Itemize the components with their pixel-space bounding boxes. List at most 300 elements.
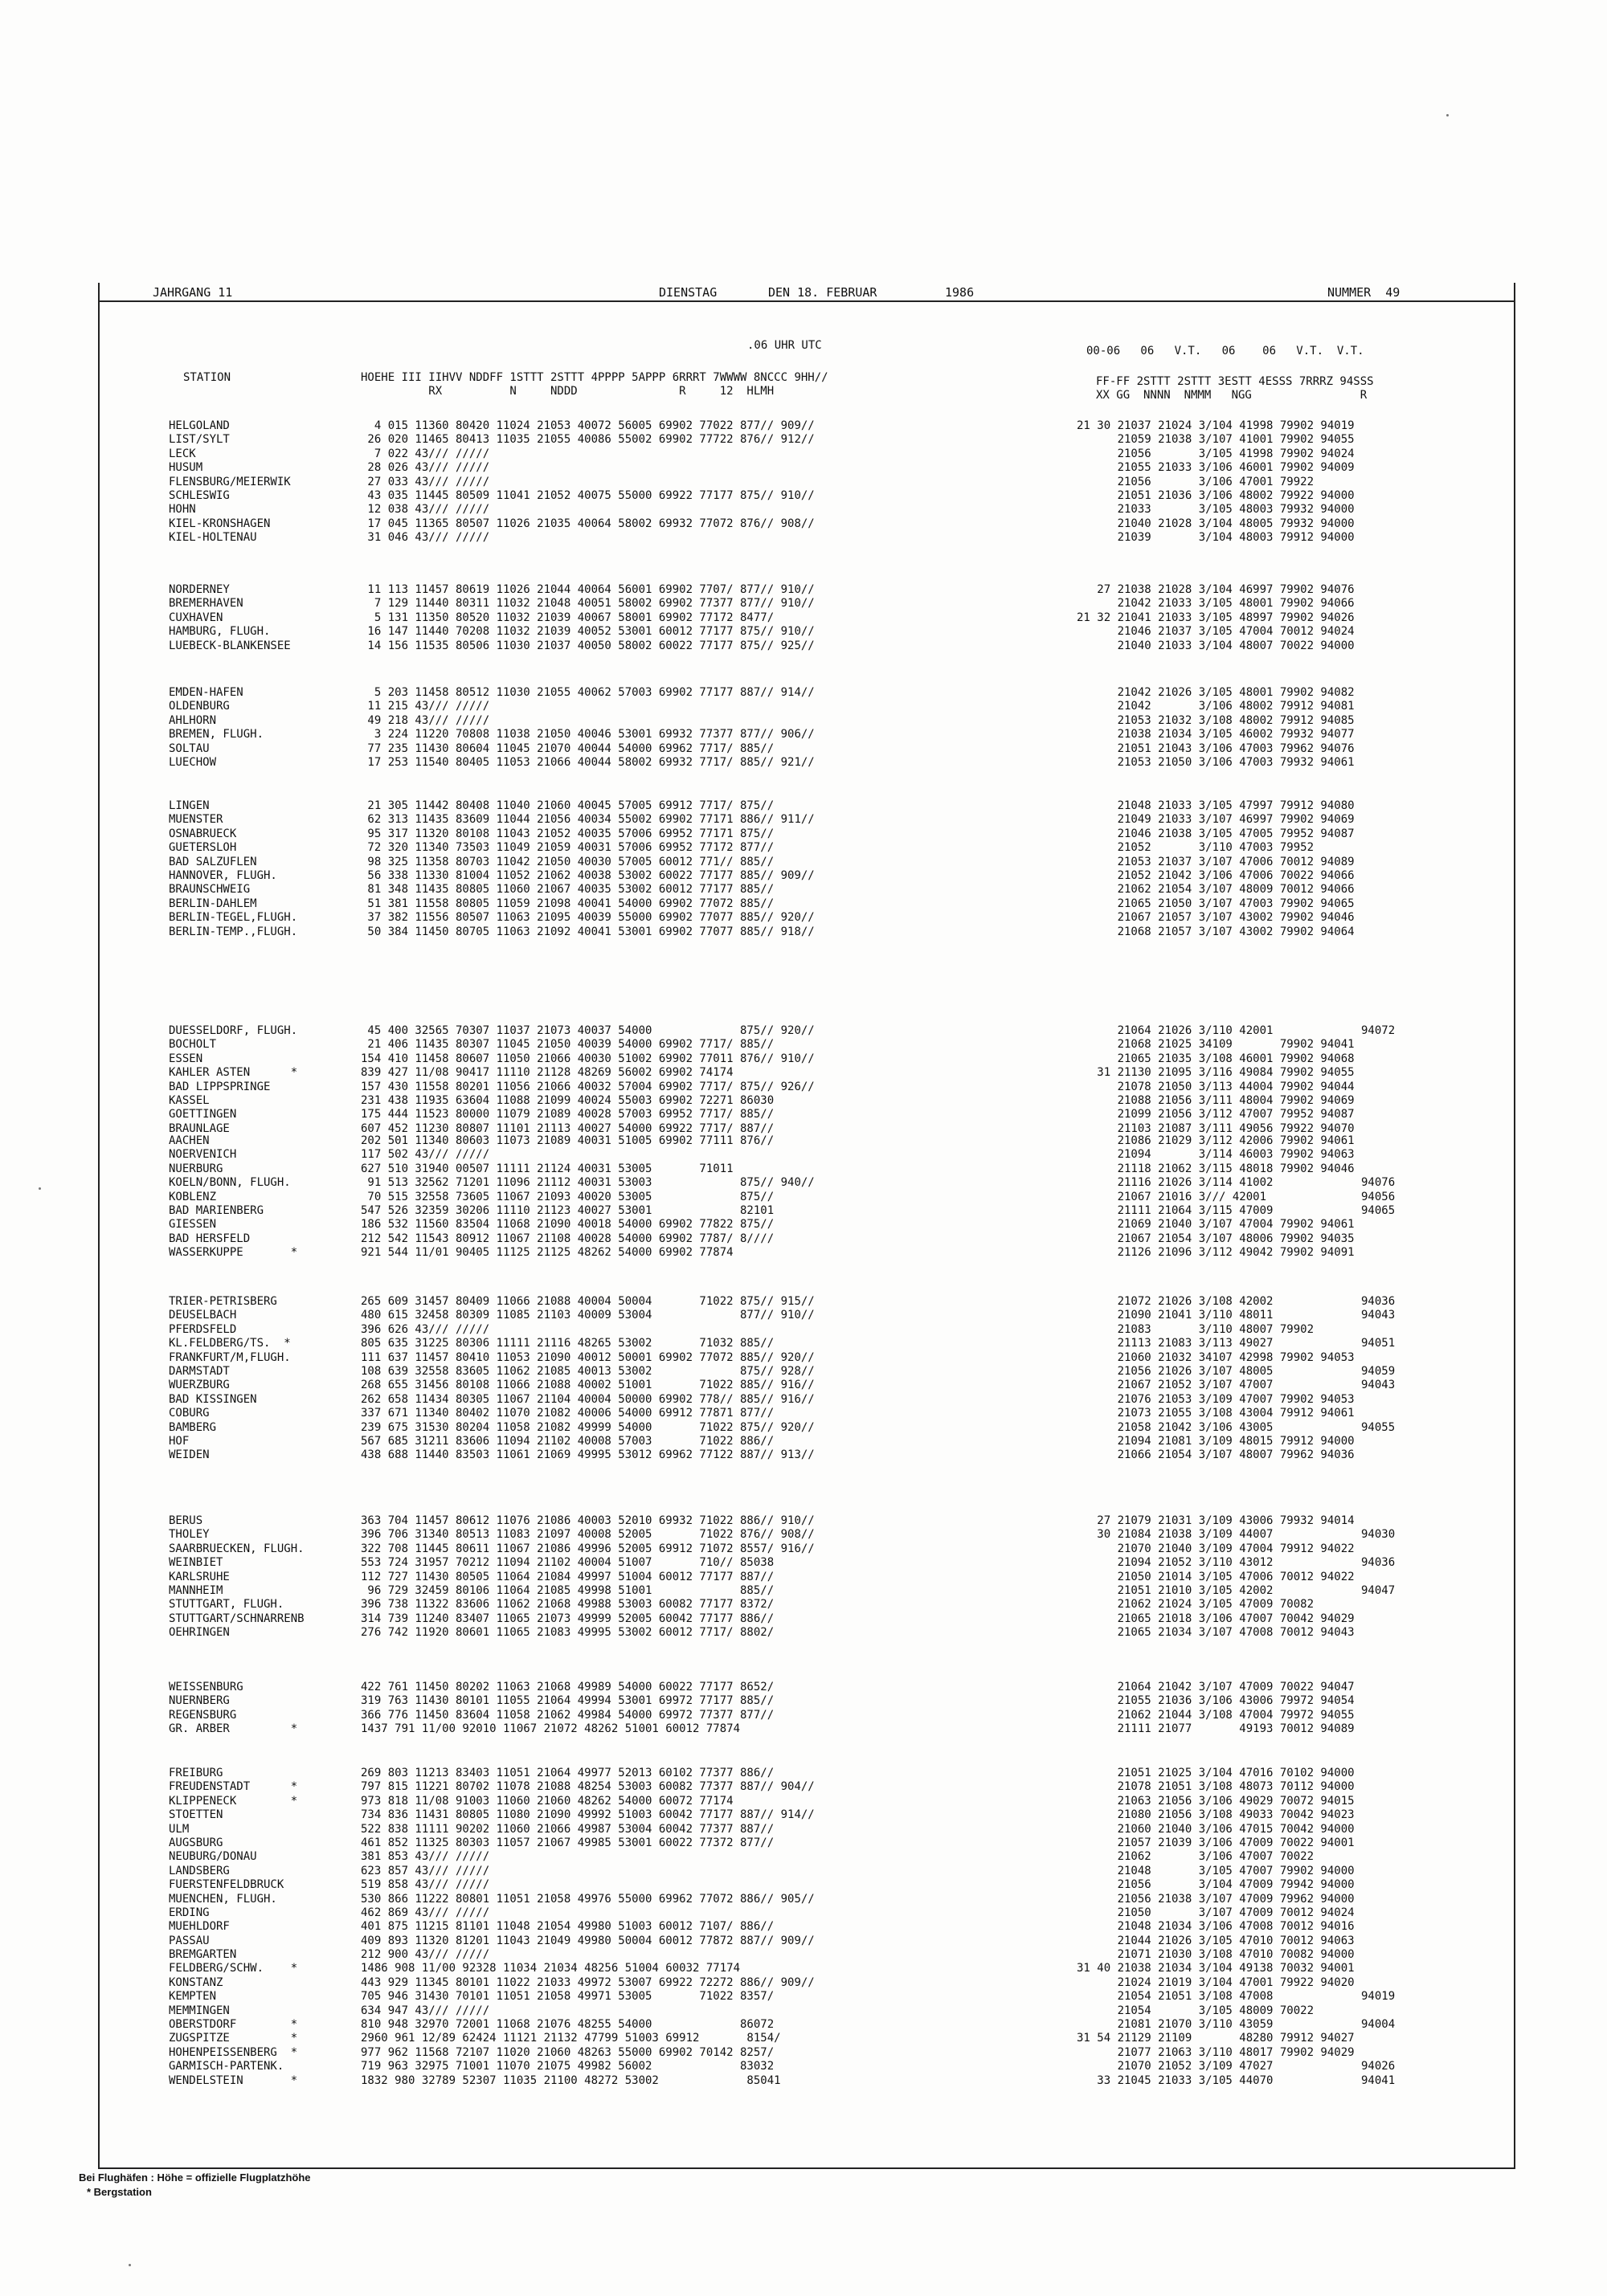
station-name: BAMBERG	[169, 1420, 217, 1434]
observation-codes: 719 963 32975 71001 11070 21075 49982 56002 83032	[361, 2060, 775, 2073]
observation-codes: 43 035 11445 80509 11041 21052 40075 55000 69922 77177 875// 910//	[361, 488, 815, 502]
station-name: OSNABRUECK	[169, 827, 237, 840]
scan-speck	[1446, 114, 1449, 116]
observation-codes: 98 325 11358 80703 11042 21050 40030 57005 60012 771// 885//	[361, 855, 775, 868]
station-name: BREMGARTEN	[169, 1948, 237, 1962]
table-row	[0, 714, 1607, 728]
observation-codes: 26 020 11465 80413 11035 21055 40086 55002 69902 77722 876// 912//	[361, 433, 815, 447]
table-row	[0, 503, 1607, 517]
table-row	[0, 728, 1607, 742]
table-row	[0, 1808, 1607, 1822]
station-name: MEMMINGEN	[169, 2004, 230, 2017]
summary-codes: 21052 21042 3/106 47006 70022 94066	[1077, 868, 1355, 882]
observation-codes: 276 742 11920 80601 11065 21083 49995 53002 60012 7717/ 8802/	[361, 1626, 775, 1640]
station-group	[0, 1767, 1607, 2088]
summary-codes: 21046 21038 3/105 47005 79952 94087	[1077, 827, 1355, 840]
table-row	[0, 1218, 1607, 1232]
table-row	[0, 1379, 1607, 1392]
summary-codes: 21060 21040 3/106 47015 70042 94000	[1077, 1822, 1355, 1836]
table-row	[0, 1612, 1607, 1626]
observation-codes: 95 317 11320 80108 11043 21052 40035 57006 69952 77171 875//	[361, 827, 775, 840]
table-row	[0, 869, 1607, 883]
table-row	[0, 2018, 1607, 2032]
table-row	[0, 447, 1607, 461]
summary-codes: 21024 21019 3/104 47001 79922 94020	[1077, 1975, 1355, 1989]
observation-codes: 443 929 11345 80101 11022 21033 49972 53007 69922 72272 886// 909//	[361, 1975, 815, 1989]
summary-codes: 21062 21054 3/107 48009 70012 94066	[1077, 883, 1355, 897]
observation-codes: 239 675 31530 80204 11058 21082 49999 54000 71022 875// 920//	[361, 1420, 815, 1434]
table-row	[0, 1767, 1607, 1780]
observation-codes: 462 869 43/// /////	[361, 1906, 490, 1919]
station-name: OBERSTDORF *	[169, 2018, 298, 2032]
observation-codes: 422 761 11450 80202 11063 21068 49989 54000 60022 77177 8652/	[361, 1681, 775, 1693]
station-name: GIESSEN	[169, 1218, 217, 1232]
table-row	[0, 1191, 1607, 1204]
observation-codes: 3 224 11220 70808 11038 21050 40046 53001 69932 77377 877// 906//	[361, 728, 815, 742]
table-row	[0, 1407, 1607, 1420]
observation-codes: 14 156 11535 80506 11030 21037 40050 58002 60022 77177 875// 925//	[361, 639, 815, 652]
table-row	[0, 756, 1607, 770]
observation-codes: 262 658 11434 80305 11067 21104 40004 50000 69902 778// 885// 916//	[361, 1392, 815, 1406]
table-row	[0, 1232, 1607, 1246]
summary-codes: 21083 3/110 48007 79902	[1077, 1322, 1315, 1336]
observation-codes: 37 382 11556 80507 11063 21095 40039 55000 69902 77077 885// 920//	[361, 911, 815, 925]
observation-codes: 17 045 11365 80507 11026 21035 40064 58002 69932 77072 876// 908//	[361, 517, 815, 530]
observation-codes: 519 858 43/// /////	[361, 1878, 490, 1892]
table-row	[0, 461, 1607, 475]
summary-codes: 21052 3/110 47003 79952	[1077, 841, 1315, 855]
observation-codes: 154 410 11458 80607 11050 21066 40030 51002 69902 77011 876// 910//	[361, 1052, 815, 1065]
observation-codes: 314 739 11240 83407 11065 21073 49999 52005 60042 77177 886//	[361, 1612, 775, 1625]
observation-codes: 396 626 43/// /////	[361, 1322, 490, 1336]
summary-codes: 21055 21036 3/106 43006 79972 94054	[1077, 1694, 1355, 1708]
observation-codes: 522 838 11111 90202 11060 21066 49987 53004 60042 77377 887//	[361, 1822, 775, 1836]
observation-time: .06 UHR UTC	[747, 339, 822, 352]
summary-codes: 21033 3/105 48003 79932 94000	[1077, 503, 1355, 517]
observation-codes: 921 544 11/01 90405 11125 21125 48262 54000 69902 77874	[361, 1246, 734, 1260]
station-name: BERLIN-DAHLEM	[169, 897, 257, 910]
observation-codes: 21 305 11442 80408 11040 21060 40045 57005 69912 7717/ 875//	[361, 799, 775, 812]
summary-codes: 21111 21077 49193 70012 94089	[1077, 1722, 1355, 1736]
summary-codes: 21094 21081 3/109 48015 79912 94000	[1077, 1434, 1355, 1448]
left-code-header-2: RX N NDDD R 12 HLMH	[361, 385, 775, 398]
table-row	[0, 1823, 1607, 1836]
table-row	[0, 1066, 1607, 1080]
station-name: GR. ARBER *	[169, 1722, 298, 1736]
table-row	[0, 925, 1607, 939]
observation-codes: 11 215 43/// /////	[361, 700, 490, 713]
summary-codes: 21056 3/104 47009 79942 94000	[1077, 1878, 1355, 1892]
table-row	[0, 1176, 1607, 1190]
station-name: TRIER-PETRISBERG	[169, 1295, 277, 1308]
summary-codes: 21069 21040 3/107 47004 79902 94061	[1077, 1218, 1355, 1232]
observation-codes: 381 853 43/// /////	[361, 1850, 490, 1864]
station-name: ULM	[169, 1822, 190, 1836]
table-row	[0, 517, 1607, 531]
station-name: LUECHOW	[169, 755, 217, 769]
table-row	[0, 1542, 1607, 1556]
station-name: AACHEN	[169, 1134, 210, 1147]
station-group	[0, 583, 1607, 653]
station-name: ESSEN	[169, 1052, 203, 1065]
station-name: NEUBURG/DONAU	[169, 1850, 257, 1864]
summary-codes: 21090 21041 3/110 48011 94043	[1077, 1309, 1396, 1322]
observation-codes: 480 615 32458 80309 11085 21103 40009 53004 877// 910//	[361, 1309, 815, 1322]
summary-codes: 21065 21018 3/106 47007 70042 94029	[1077, 1612, 1355, 1625]
observation-codes: 21 406 11435 80307 11045 21050 40039 54000 69902 7717/ 885//	[361, 1038, 775, 1052]
table-row	[0, 419, 1607, 433]
summary-codes: 21051 21036 3/106 48002 79922 94000	[1077, 488, 1355, 502]
observation-codes: 45 400 32565 70307 11037 21073 40037 54000 875// 920//	[361, 1024, 815, 1037]
table-row	[0, 813, 1607, 827]
station-name: KOELN/BONN, FLUGH.	[169, 1176, 291, 1190]
station-name: HAMBURG, FLUGH.	[169, 625, 271, 639]
table-row	[0, 1323, 1607, 1337]
station-name: GARMISCH-PARTENK.	[169, 2060, 284, 2073]
table-row	[0, 1081, 1607, 1094]
station-name: OEHRINGEN	[169, 1626, 230, 1640]
station-name: FELDBERG/SCHW. *	[169, 1962, 298, 1975]
summary-codes: 21062 21044 3/108 47004 79972 94055	[1077, 1708, 1355, 1722]
station-name: ZUGSPITZE *	[169, 2032, 298, 2045]
header-rule	[98, 300, 1514, 302]
observation-codes: 7 022 43/// /////	[361, 447, 490, 460]
observation-codes: 627 510 31940 00507 11111 21124 40031 53005 71011	[361, 1162, 734, 1175]
observation-codes: 62 313 11435 83609 11044 21056 40034 55002 69902 77171 886// 911//	[361, 813, 815, 827]
table-row	[0, 1681, 1607, 1694]
summary-codes: 21050 3/107 47009 70012 94024	[1077, 1906, 1355, 1919]
observation-codes: 11 113 11457 80619 11026 21044 40064 56001 69902 7707/ 877// 910//	[361, 583, 815, 596]
station-group	[0, 419, 1607, 545]
summary-codes: 21094 3/114 46003 79902 94063	[1077, 1148, 1355, 1162]
table-row	[0, 856, 1607, 869]
summary-codes: 21078 21051 3/108 48073 70112 94000	[1077, 1780, 1355, 1794]
table-row	[0, 897, 1607, 911]
summary-codes: 21051 21025 3/104 47016 70102 94000	[1077, 1767, 1355, 1779]
station-group	[0, 1295, 1607, 1463]
station-group	[0, 1681, 1607, 1737]
station-name: KIEL-KRONSHAGEN	[169, 517, 271, 530]
station-name: KASSEL	[169, 1093, 210, 1107]
summary-codes: 30 21084 21038 3/109 44007 94030	[1077, 1528, 1396, 1542]
station-name: GOETTINGEN	[169, 1108, 237, 1121]
summary-codes: 21044 21026 3/105 47010 70012 94063	[1077, 1934, 1355, 1947]
summary-codes: 21103 21087 3/111 49056 79922 94070	[1077, 1121, 1355, 1135]
observation-codes: 51 381 11558 80805 11059 21098 40041 54000 69902 77072 885//	[361, 897, 775, 910]
station-name: BERLIN-TEMP.,FLUGH.	[169, 925, 298, 938]
summary-codes: 21049 21033 3/107 46997 79902 94069	[1077, 813, 1355, 827]
summary-codes: 21053 21032 3/108 48002 79912 94085	[1077, 713, 1355, 727]
observation-codes: 607 452 11230 80807 11101 21113 40027 54000 69922 7717/ 887//	[361, 1121, 775, 1135]
summary-codes: 21048 3/105 47007 79902 94000	[1077, 1864, 1355, 1877]
summary-codes: 21056 3/105 41998 79902 94024	[1077, 447, 1355, 460]
summary-codes: 21080 21056 3/108 49033 70042 94023	[1077, 1808, 1355, 1822]
table-row	[0, 1878, 1607, 1892]
summary-codes: 21063 21056 3/106 49029 70072 94015	[1077, 1794, 1355, 1808]
summary-codes: 21051 21043 3/106 47003 79962 94076	[1077, 742, 1355, 755]
observation-codes: 96 729 32459 80106 11064 21085 49998 51001 885//	[361, 1583, 775, 1597]
table-row	[0, 1514, 1607, 1528]
station-name: BAD HERSFELD	[169, 1232, 251, 1245]
summary-codes: 21048 21033 3/105 47997 79912 94080	[1077, 799, 1355, 812]
station-name: BOCHOLT	[169, 1038, 217, 1052]
summary-codes: 21094 21052 3/110 43012 94036	[1077, 1556, 1396, 1570]
station-name: LECK	[169, 447, 196, 460]
observation-codes: 530 866 11222 80801 11051 21058 49976 55000 69962 77072 886// 905//	[361, 1892, 815, 1906]
scan-speck	[129, 2264, 131, 2266]
table-row	[0, 2032, 1607, 2045]
observation-codes: 337 671 11340 80402 11070 21082 40006 54000 69912 77871 877//	[361, 1407, 775, 1420]
station-name: BREMEN, FLUGH.	[169, 728, 264, 742]
weekday-label: DIENSTAG	[659, 285, 718, 300]
summary-codes: 21065 21034 3/107 47008 70012 94043	[1077, 1626, 1355, 1640]
station-name: LINGEN	[169, 799, 210, 812]
station-name: AHLHORN	[169, 713, 217, 727]
table-row	[0, 1337, 1607, 1350]
station-name: WEISSENBURG	[169, 1681, 243, 1693]
station-name: EMDEN-HAFEN	[169, 686, 243, 699]
station-name: REGENSBURG	[169, 1708, 237, 1722]
table-row	[0, 2004, 1607, 2018]
station-name: NUERNBERG	[169, 1694, 230, 1708]
summary-codes: 21042 21026 3/105 48001 79902 94082	[1077, 686, 1355, 699]
summary-codes: 21126 21096 3/112 49042 79902 94091	[1077, 1246, 1355, 1260]
observation-codes: 977 962 11568 72107 11020 21060 48263 55000 69902 70142 8257/	[361, 2045, 775, 2059]
table-row	[0, 1134, 1607, 1148]
table-row	[0, 883, 1607, 897]
observation-codes: 108 639 32558 83605 11062 21085 40013 53002 875// 928//	[361, 1364, 815, 1378]
observation-codes: 81 348 11435 80805 11060 21067 40035 53002 60012 77177 885//	[361, 883, 775, 897]
station-name: WUERZBURG	[169, 1379, 230, 1392]
summary-codes: 21 32 21041 21033 3/105 48997 79902 94026	[1077, 611, 1355, 624]
observation-codes: 157 430 11558 80201 11056 21066 40032 57004 69902 7717/ 875// 926//	[361, 1080, 815, 1093]
summary-codes: 21068 21057 3/107 43002 79902 94064	[1077, 925, 1355, 938]
observation-codes: 4 015 11360 80420 11024 21053 40072 56005 69902 77022 877// 909//	[361, 419, 815, 432]
summary-codes: 21116 21026 3/114 41002 94076	[1077, 1176, 1396, 1190]
summary-codes: 31 40 21038 21034 3/104 49138 70032 94001	[1077, 1962, 1355, 1975]
summary-codes: 21067 21016 3/// 42001 94056	[1077, 1190, 1396, 1203]
summary-codes: 21073 21055 3/108 43004 79912 94061	[1077, 1407, 1355, 1420]
table-row	[0, 1038, 1607, 1052]
station-column-header: STATION	[183, 371, 231, 384]
summary-codes: 21111 21064 3/115 47009 94065	[1077, 1203, 1396, 1217]
table-row	[0, 1934, 1607, 1948]
table-row	[0, 1948, 1607, 1962]
table-row	[0, 583, 1607, 597]
table-row	[0, 1162, 1607, 1176]
summary-codes: 21048 21034 3/106 47008 70012 94016	[1077, 1920, 1355, 1934]
station-name: DEUSELBACH	[169, 1309, 237, 1322]
observation-codes: 547 526 32359 30206 11110 21123 40027 53001 82101	[361, 1203, 775, 1217]
station-name: BAD MARIENBERG	[169, 1203, 264, 1217]
observation-codes: 5 203 11458 80512 11030 21055 40062 57003 69902 77177 887// 914//	[361, 686, 815, 699]
table-row	[0, 742, 1607, 756]
station-name: BAD SALZUFLEN	[169, 855, 257, 868]
summary-codes: 21086 21029 3/112 42006 79902 94061	[1077, 1134, 1355, 1147]
observation-codes: 461 852 11325 80303 11057 21067 49985 53001 60022 77372 877//	[361, 1836, 775, 1849]
summary-codes: 21070 21052 3/109 47027 94026	[1077, 2060, 1396, 2073]
summary-codes: 21057 21039 3/106 47009 70022 94001	[1077, 1836, 1355, 1849]
table-row	[0, 1626, 1607, 1640]
right-code-header-1: FF-FF 2STTT 2STTT 3ESTT 4ESSS 7RRRZ 94SSS	[1096, 375, 1374, 388]
summary-codes: 33 21045 21033 3/105 44070 94041	[1077, 2073, 1396, 2087]
summary-codes: 31 21130 21095 3/116 49084 79902 94055	[1077, 1066, 1355, 1080]
station-name: SOLTAU	[169, 742, 210, 755]
observation-codes: 810 948 32970 72001 11068 21076 48255 54000 86072	[361, 2018, 775, 2032]
table-row	[0, 433, 1607, 447]
station-name: FRANKFURT/M,FLUGH.	[169, 1350, 291, 1364]
summary-codes: 21040 21033 3/104 48007 70022 94000	[1077, 639, 1355, 652]
table-row	[0, 1865, 1607, 1878]
station-name: HELGOLAND	[169, 419, 230, 432]
observation-codes: 438 688 11440 83503 11061 21069 49995 53012 69962 77122 887// 913//	[361, 1448, 815, 1462]
station-name: WASSERKUPPE *	[169, 1246, 298, 1260]
station-name: NOERVENICH	[169, 1148, 237, 1162]
station-name: BERUS	[169, 1514, 203, 1527]
observation-codes: 623 857 43/// /////	[361, 1864, 490, 1877]
table-row	[0, 1906, 1607, 1920]
station-name: THOLEY	[169, 1528, 210, 1542]
summary-codes: 21038 21034 3/105 46002 79932 94077	[1077, 728, 1355, 742]
observation-codes: 805 635 31225 80306 11111 21116 48265 53002 71032 885//	[361, 1337, 775, 1350]
summary-codes: 21067 21054 3/107 48006 79902 94035	[1077, 1232, 1355, 1245]
table-row	[0, 1598, 1607, 1612]
summary-codes: 21042 21033 3/105 48001 79902 94066	[1077, 597, 1355, 611]
summary-codes: 21054 3/105 48009 70022	[1077, 2004, 1315, 2017]
station-name: BAD LIPPSPRINGE	[169, 1080, 271, 1093]
station-name: FUERSTENFELDBRUCK	[169, 1878, 284, 1892]
table-row	[0, 799, 1607, 813]
summary-codes: 21042 3/106 48002 79912 94081	[1077, 700, 1355, 713]
station-name: KARLSRUHE	[169, 1570, 230, 1583]
station-name: AUGSBURG	[169, 1836, 223, 1849]
footnote-airports: Bei Flughäfen : Höhe = offizielle Flugplatzhöhe	[79, 2171, 311, 2184]
table-row	[0, 1528, 1607, 1542]
station-name: NUERBURG	[169, 1162, 223, 1175]
observation-codes: 567 685 31211 83606 11094 21102 40008 57003 71022 886//	[361, 1434, 775, 1448]
observation-codes: 5 131 11350 80520 11032 21039 40067 58001 69902 77172 8477/	[361, 611, 775, 624]
table-row	[0, 1309, 1607, 1322]
table-row	[0, 1448, 1607, 1462]
station-name: MANNHEIM	[169, 1583, 223, 1597]
right-code-header-2: XX GG NNNN NMMM NGG R	[1096, 389, 1368, 402]
summary-codes: 21064 21042 3/107 47009 70022 94047	[1077, 1681, 1355, 1693]
observation-codes: 269 803 11213 83403 11051 21064 49977 52013 60102 77377 886//	[361, 1767, 775, 1779]
table-row	[0, 476, 1607, 489]
summary-codes: 21056 21026 3/107 48005 94059	[1077, 1364, 1396, 1378]
station-name: KOBLENZ	[169, 1190, 217, 1203]
observation-codes: 2960 961 12/89 62424 11121 21132 47799 51003 69912 8154/	[361, 2032, 781, 2045]
summary-codes: 31 54 21129 21109 48280 79912 94027	[1077, 2032, 1355, 2045]
table-row	[0, 1962, 1607, 1975]
table-row	[0, 1024, 1607, 1038]
table-row	[0, 611, 1607, 625]
station-name: CUXHAVEN	[169, 611, 223, 624]
table-row	[0, 1893, 1607, 1906]
summary-codes: 21053 21050 3/106 47003 79932 94061	[1077, 755, 1355, 769]
station-name: KONSTANZ	[169, 1975, 223, 1989]
station-name: BRAUNSCHWEIG	[169, 883, 251, 897]
observation-codes: 175 444 11523 80000 11079 21089 40028 57003 69952 7717/ 885//	[361, 1108, 775, 1121]
table-row	[0, 625, 1607, 639]
observation-codes: 705 946 31430 70101 11051 21058 49971 53005 71022 8357/	[361, 1990, 775, 2004]
observation-codes: 17 253 11540 80405 11053 21066 40044 58002 69932 7717/ 885// 921//	[361, 755, 815, 769]
observation-codes: 50 384 11450 80705 11063 21092 40041 53001 69902 77077 885// 918//	[361, 925, 815, 938]
observation-codes: 322 708 11445 80611 11067 21086 49996 52005 69912 71072 8557/ 916//	[361, 1542, 815, 1555]
summary-codes: 21065 21050 3/107 47003 79902 94065	[1077, 897, 1355, 910]
summary-codes: 27 21079 21031 3/109 43006 79932 94014	[1077, 1514, 1355, 1527]
table-row	[0, 2060, 1607, 2073]
observation-codes: 797 815 11221 80702 11078 21088 48254 53003 60082 77377 887// 904//	[361, 1780, 815, 1794]
summary-codes: 27 21038 21028 3/104 46997 79902 94076	[1077, 583, 1355, 596]
observation-codes: 409 893 11320 81201 11043 21049 49980 50004 60012 77872 887// 909//	[361, 1934, 815, 1947]
observation-codes: 1486 908 11/00 92328 11034 21034 48256 51004 60032 77174	[361, 1962, 741, 1975]
summary-codes: 21051 21010 3/105 42002 94047	[1077, 1583, 1396, 1597]
observation-codes: 401 875 11215 81101 11048 21054 49980 51003 60012 7107/ 886//	[361, 1920, 775, 1934]
table-row	[0, 1990, 1607, 2004]
table-row	[0, 1694, 1607, 1708]
station-name: WEINBIET	[169, 1556, 223, 1570]
observation-codes: 70 515 32558 73605 11067 21093 40020 53005 875//	[361, 1190, 775, 1203]
summary-codes: 21055 21033 3/106 46001 79902 94009	[1077, 461, 1355, 475]
station-group	[0, 799, 1607, 939]
summary-codes: 21046 21037 3/105 47004 70012 94024	[1077, 625, 1355, 639]
observation-codes: 634 947 43/// /////	[361, 2004, 490, 2017]
summary-codes: 21077 21063 3/110 48017 79902 94029	[1077, 2045, 1355, 2059]
summary-codes: 21040 21028 3/104 48005 79932 94000	[1077, 517, 1355, 530]
station-name: HOHENPEISSENBERG *	[169, 2045, 298, 2059]
station-name: PFERDSFELD	[169, 1322, 237, 1336]
date-label: DEN 18. FEBRUAR	[768, 285, 877, 300]
observation-codes: 111 637 11457 80410 11053 21090 40012 50001 69902 77072 885// 920//	[361, 1350, 815, 1364]
observation-codes: 77 235 11430 80604 11045 21070 40044 54000 69962 7717/ 885//	[361, 742, 775, 755]
station-name: FLENSBURG/MEIERWIK	[169, 475, 291, 488]
left-code-header-1: HOEHE III IIHVV NDDFF 1STTT 2STTT 4PPPP 5APPP 6RRRT 7WWWW 8NCCC 9HH//	[361, 371, 828, 384]
station-name: LANDSBERG	[169, 1864, 230, 1877]
table-row	[0, 911, 1607, 925]
summary-codes: 21062 3/106 47007 70022	[1077, 1850, 1315, 1864]
observation-codes: 112 727 11430 80505 11064 21084 49997 51004 60012 77177 887//	[361, 1570, 775, 1583]
station-name: HUSUM	[169, 461, 203, 475]
summary-codes: 21068 21025 34109 79902 94041	[1077, 1038, 1355, 1052]
summary-codes: 21059 21038 3/107 41001 79902 94055	[1077, 433, 1355, 447]
table-row	[0, 531, 1607, 545]
table-row	[0, 639, 1607, 653]
summary-codes: 21 30 21037 21024 3/104 41998 79902 94019	[1077, 419, 1355, 432]
station-name: KEMPTEN	[169, 1990, 217, 2004]
summary-codes: 21067 21057 3/107 43002 79902 94046	[1077, 911, 1355, 925]
observation-codes: 973 818 11/08 91003 11060 21060 48262 54000 60072 77174	[361, 1794, 734, 1808]
station-name: MUENSTER	[169, 813, 223, 827]
station-name: BAD KISSINGEN	[169, 1392, 257, 1406]
observation-codes: 1832 980 32789 52307 11035 21100 48272 53002 85041	[361, 2073, 781, 2087]
summary-codes: 21066 21054 3/107 48007 79962 94036	[1077, 1448, 1355, 1462]
table-row	[0, 1920, 1607, 1934]
station-name: HANNOVER, FLUGH.	[169, 868, 277, 882]
table-row	[0, 686, 1607, 700]
table-row	[0, 1204, 1607, 1218]
summary-codes: 21064 21026 3/110 42001 94072	[1077, 1024, 1396, 1037]
observation-codes: 363 704 11457 80612 11076 21086 40003 52010 69932 71022 886// 910//	[361, 1514, 815, 1527]
observation-codes: 27 033 43/// /////	[361, 475, 490, 488]
summary-codes: 21065 21035 3/108 46001 79902 94068	[1077, 1052, 1355, 1065]
table-row	[0, 1976, 1607, 1990]
table-row	[0, 1295, 1607, 1309]
station-name: KL.FELDBERG/TS. *	[169, 1337, 291, 1350]
table-row	[0, 1094, 1607, 1108]
summary-codes: 21076 21053 3/109 47007 79902 94053	[1077, 1392, 1355, 1406]
station-name: DARMSTADT	[169, 1364, 230, 1378]
